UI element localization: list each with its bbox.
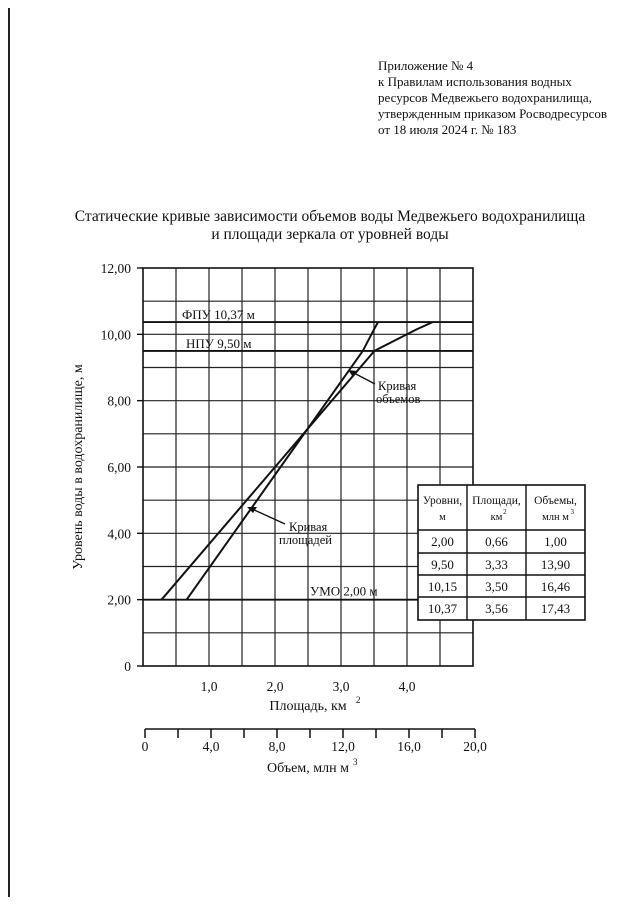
area-curve-leader — [252, 509, 285, 524]
volume-axis-label: Объем, млн м — [267, 761, 349, 776]
table-cell: 13,90 — [540, 557, 571, 572]
volume-curve — [162, 322, 433, 600]
table-cell: 0,66 — [485, 534, 508, 549]
table-cell: 16,46 — [540, 579, 571, 594]
table-header-line-1: Площади, — [472, 495, 521, 507]
table-cell: 3,56 — [485, 601, 508, 616]
area-axis-label-sup: 2 — [356, 695, 361, 705]
volume-curve-label-1: Кривая — [378, 379, 417, 393]
area-tick-label: 1,0 — [200, 679, 218, 694]
volume-tick-label: 12,0 — [331, 739, 355, 754]
table-cell: 1,00 — [544, 534, 567, 549]
y-tick-label: 6,00 — [107, 460, 131, 475]
table-header-sup: 3 — [570, 508, 574, 516]
level-label-npu: НПУ 9,50 м — [186, 335, 252, 351]
table-header-line-2: км — [490, 512, 503, 523]
volume-curve-label-2: объемов — [376, 392, 421, 406]
table-header-line-2: м — [439, 512, 446, 523]
appendix-line-1: Приложение № 4 — [378, 58, 474, 73]
y-tick-label: 4,00 — [107, 526, 131, 542]
appendix-line-2: к Правилам использования водных — [378, 74, 572, 89]
y-tick-label: 10,00 — [100, 327, 131, 343]
table-cell: 3,33 — [485, 557, 508, 572]
area-curve-label-1: Кривая — [289, 520, 328, 534]
table-cell: 10,37 — [427, 601, 458, 616]
volume-curve-leader — [352, 372, 375, 384]
appendix-line-5: от 18 июля 2024 г. № 183 — [378, 122, 517, 137]
y-tick-label: 12,00 — [100, 261, 131, 276]
level-label-fpu: ФПУ 10,37 м — [182, 307, 255, 323]
area-curve-label-2: площадей — [279, 533, 332, 547]
volume-axis-label-sup: 3 — [353, 757, 358, 767]
table-header-line-2: млн м — [542, 512, 569, 523]
volume-tick-label: 16,0 — [397, 739, 421, 754]
table-cell: 17,43 — [540, 601, 571, 616]
area-tick-label: 2,0 — [266, 679, 284, 694]
chart-title-line-1: Статические кривые зависимости объемов воды Медвежьего водохранилища — [74, 208, 586, 225]
curves — [161, 322, 432, 600]
y-axis-label: Уровень воды в водохранилище, м — [71, 364, 86, 570]
y-tick-label: 0 — [124, 659, 131, 674]
level-label-umo: УМО 2,00 м — [310, 583, 378, 599]
volume-tick-label: 20,0 — [463, 739, 487, 754]
table-header-line-1: Уровни, — [422, 495, 463, 507]
table-cell: 2,00 — [431, 534, 454, 549]
appendix-line-3: ресурсов Медвежьего водохранилища, — [378, 90, 592, 105]
table-header-sup: 2 — [503, 508, 507, 516]
volume-tick-label: 4,0 — [202, 739, 220, 754]
table-cell: 9,50 — [431, 557, 454, 572]
y-tick-label: 8,00 — [107, 393, 131, 409]
area-curve — [187, 322, 378, 600]
volume-tick-label: 0 — [141, 739, 149, 754]
volume-tick-label: 8,0 — [268, 739, 286, 754]
table-header-line-1: Объемы, — [534, 495, 577, 507]
chart-title-line-2: и площади зеркала от уровней воды — [211, 226, 449, 243]
appendix-line-4: утвержденным приказом Росводресурсов — [378, 106, 607, 121]
area-tick-label: 3,0 — [332, 679, 350, 694]
y-tick-label: 2,00 — [107, 592, 131, 608]
area-axis-label: Площадь, км — [269, 699, 347, 714]
area-tick-label: 4,0 — [398, 679, 416, 694]
table-cell: 3,50 — [485, 579, 508, 594]
data-table — [418, 485, 585, 620]
table-cell: 10,15 — [427, 579, 458, 594]
